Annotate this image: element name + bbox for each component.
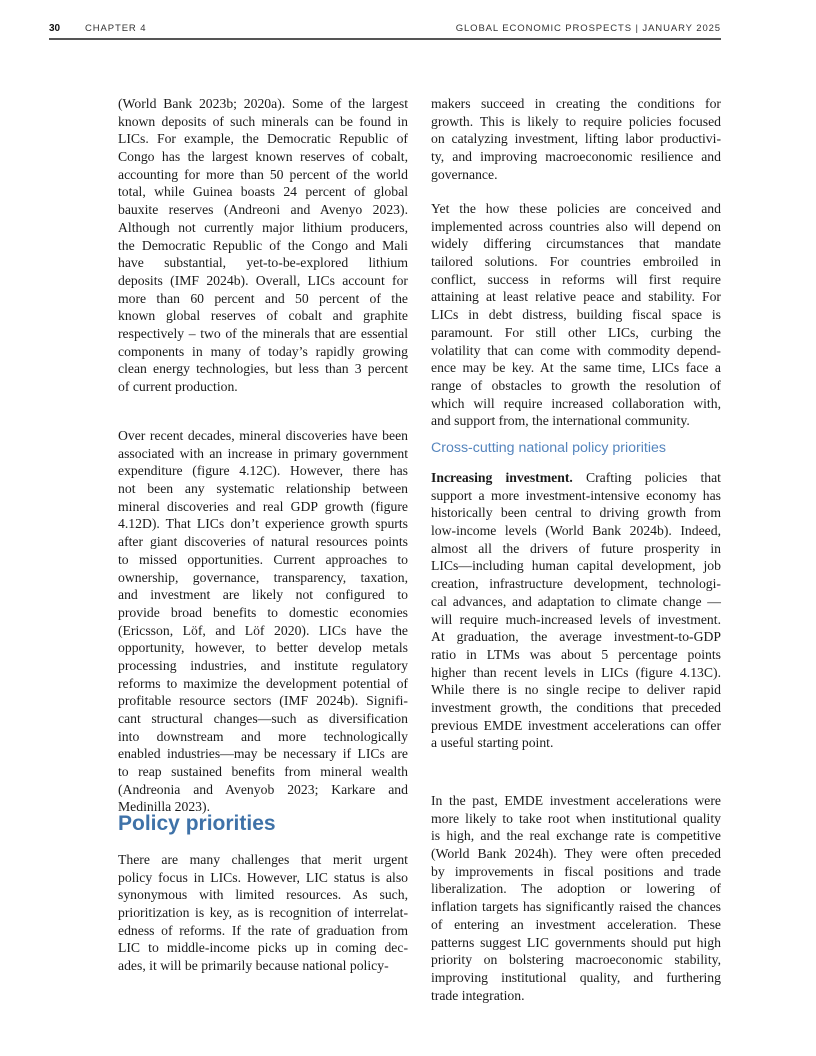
publication-title: GLOBAL ECONOMIC PROSPECTS | JANUARY 2025	[455, 23, 721, 34]
text-line: processing industries, and institute regulatory	[118, 657, 408, 673]
text-line: LICs. For example, the Democratic Republic of	[118, 131, 408, 147]
text-line: provide broad benefits to domestic economies	[118, 604, 408, 620]
text-line: after giant discoveries of natural resources points	[118, 534, 408, 550]
text-line: (Andreonia and Avenyob 2023; Karkare and	[118, 781, 408, 797]
text-line: tailored solutions. For countries embroiled in	[431, 254, 721, 270]
text-line: Medinilla 2023).	[118, 799, 210, 815]
text-line: (Ericsson, Löf, and Löf 2020). LICs have the	[118, 622, 408, 638]
text-line: 4.12D). That LICs don’t experience growth spurts	[118, 516, 408, 532]
text-line: almost all the drivers of future prosperity in	[431, 540, 721, 556]
text-line: policy focus in LICs. However, LIC status is also	[118, 869, 408, 885]
text-line: a useful starting point.	[431, 735, 554, 751]
text-line: on catalyzing investment, lifting labor productivi-	[431, 131, 721, 147]
text-line: governance.	[431, 166, 498, 182]
text-line: not been any systematic relationship between	[118, 481, 408, 497]
text-line: ownership, governance, transparency, taxation,	[118, 569, 408, 585]
paragraph	[118, 851, 408, 975]
paragraph	[431, 792, 721, 1004]
text-line: expenditure (figure 4.12C). However, there has	[118, 463, 408, 479]
text-line: ty, and improving macroeconomic resilience and	[431, 149, 721, 165]
text-line: of current production.	[118, 379, 238, 394]
page-number: 30	[49, 23, 61, 34]
text-line: bauxite reserves (Andreoni and Avenyo 2023).	[118, 202, 408, 218]
text-line: inflation targets has significantly raised the chances	[431, 899, 721, 915]
text-line: historically been central to driving growth from	[431, 505, 721, 521]
text-line: growth. This is likely to require policies focused	[431, 113, 721, 129]
text-line: Although not currently major lithium producers,	[118, 219, 408, 235]
text-line: will require much-increased levels of investment.	[431, 611, 721, 627]
text-line: to reap sustained benefits from mineral wealth	[118, 764, 408, 780]
text-line: volatility that can come with commodity depend-	[431, 342, 721, 358]
text-line: (World Bank 2024h). They were often preceded	[431, 846, 721, 862]
text-line: known global reserves of cobalt and graphite	[118, 308, 408, 324]
text-line: have substantial, yet-to-be-explored lithium	[118, 255, 408, 271]
text-line: reforms to maximize the development potential of	[118, 675, 408, 691]
text-line: paramount. For still other LICs, curbing the	[431, 324, 721, 340]
text-line: Over recent decades, mineral discoveries have been	[118, 428, 408, 443]
text-line: In the past, EMDE investment accelerations were	[431, 793, 721, 808]
text-line: previous EMDE investment accelerations can offer	[431, 717, 721, 733]
text-line: components in many of today’s rapidly growing	[118, 343, 408, 359]
line-text: Crafting policies that	[572, 470, 721, 485]
text-line: ence may be key. At the same time, LICs face a	[431, 360, 721, 376]
text-line: support a more investment-intensive economy has	[431, 487, 721, 503]
text-line: priority on bolstering macroeconomic stability,	[431, 952, 721, 968]
text-line: into downstream and more technologically	[118, 728, 408, 744]
text-line: liberalization. The adoption or lowering of	[431, 881, 721, 897]
text-line: associated with an increase in primary government	[118, 445, 408, 461]
text-line: ratio in LTMs was about 5 percentage points	[431, 646, 721, 662]
text-line: LICs—including human capital development, job	[431, 558, 721, 574]
chapter-label: CHAPTER 4	[85, 23, 147, 34]
run-in-heading: Increasing investment.	[431, 470, 573, 485]
text-line: investment growth, the conditions that preceded	[431, 699, 721, 715]
text-line: ades, it will be primarily because national policy-	[118, 958, 389, 974]
text-line: Yet the how these policies are conceived and	[431, 201, 721, 216]
text-line: makers succeed in creating the conditions for	[431, 96, 721, 111]
text-line: LICs in debt distress, building fiscal space is	[431, 307, 721, 323]
text-line: enabled industries—may be necessary if LICs are	[118, 746, 408, 762]
text-line: total, while Guinea boasts 24 percent of global	[118, 184, 408, 200]
paragraph	[118, 427, 408, 816]
text-line: LIC to middle-income picks up in coming dec-	[118, 940, 408, 956]
text-line: of entering an investment acceleration. These	[431, 916, 721, 932]
paragraph	[431, 469, 721, 752]
text-line: There are many challenges that merit urgent	[118, 852, 408, 867]
text-line: opportunity, however, to better develop metals	[118, 640, 408, 656]
text-line: higher than recent levels in LICs (figure 4.13C).	[431, 664, 721, 680]
text-line: low-income levels (World Bank 2024b). Indeed,	[431, 523, 721, 539]
text-line: creation, infrastructure development, technologi-	[431, 576, 721, 592]
text-line: improving institutional quality, and furthering	[431, 969, 721, 985]
text-line: synonymous with limited resources. As such,	[118, 887, 408, 903]
text-line: trade integration.	[431, 987, 525, 1003]
text-line: prioritization is key, as is recognition of interrelat-	[118, 905, 408, 921]
text-line: clean energy technologies, but less than 3 percent	[118, 361, 408, 377]
text-line	[431, 469, 721, 487]
text-line: and investment are likely not configured to	[118, 587, 408, 603]
text-line: respectively – two of the minerals that are essential	[118, 325, 408, 341]
text-line: the Democratic Republic of the Congo and Mali	[118, 237, 408, 253]
text-line: implemented across countries also will depend on	[431, 218, 721, 234]
text-line: deposits (IMF 2024b). Overall, LICs account for	[118, 272, 408, 288]
paragraph	[431, 200, 721, 430]
text-line: which will require increased collaboration with,	[431, 395, 721, 411]
text-line: accounting for more than 50 percent of the world	[118, 166, 408, 182]
text-line: more likely to take root when institutional quality	[431, 810, 721, 826]
text-line: attaining at least relative peace and stability. For	[431, 289, 721, 305]
text-line: to missed opportunities. Current approaches to	[118, 551, 408, 567]
text-line: edness of reforms. If the rate of graduation from	[118, 922, 408, 938]
text-line: range of obstacles to growth the resolution of	[431, 377, 721, 393]
subsection-heading: Cross-cutting national policy priorities	[431, 440, 666, 456]
text-line: by improvements in fiscal positions and trade	[431, 863, 721, 879]
text-line: profitable resource sectors (IMF 2024b). Signifi-	[118, 693, 408, 709]
text-line: more than 60 percent and 50 percent of the	[118, 290, 408, 306]
text-line: is high, and the real exchange rate is competitive	[431, 828, 721, 844]
text-line: and support from, the international community.	[431, 413, 690, 429]
paragraph	[118, 95, 408, 396]
text-line: (World Bank 2023b; 2020a). Some of the largest	[118, 96, 408, 111]
text-line: mineral discoveries and real GDP growth (figure	[118, 498, 408, 514]
text-line: widely differing circumstances that mandate	[431, 236, 721, 252]
text-line: patterns suggest LIC governments should put high	[431, 934, 721, 950]
paragraph	[431, 95, 721, 183]
text-line: conflict, success in reforms will first require	[431, 271, 721, 287]
text-line: cant structural changes—such as diversification	[118, 711, 408, 726]
text-line: At graduation, the average investment-to-GDP	[431, 629, 721, 645]
header-rule	[49, 38, 721, 40]
section-heading: Policy priorities	[118, 812, 276, 835]
text-line: Congo has the largest known reserves of cobalt,	[118, 149, 408, 165]
text-line: While there is no single recipe to deliver rapid	[431, 682, 721, 698]
text-line: cal advances, and adaptation to climate change —	[431, 593, 721, 609]
text-line: known deposits of such minerals can be found in	[118, 113, 408, 129]
